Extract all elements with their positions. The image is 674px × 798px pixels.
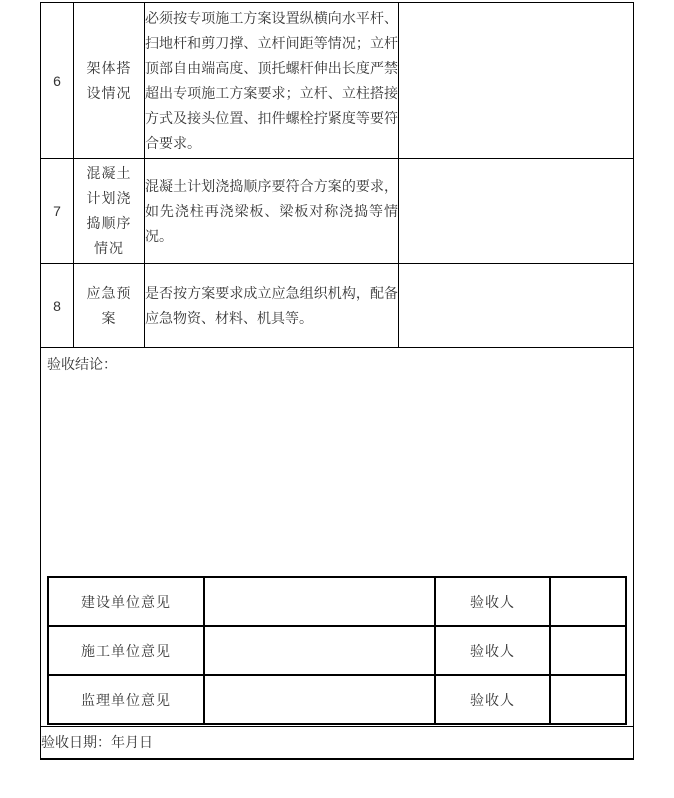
row-number: 8 (41, 264, 74, 348)
inspection-result-cell[interactable] (399, 264, 634, 348)
opinion-content-cell[interactable] (204, 577, 435, 626)
requirement-text: 是否按方案要求成立应急组织机构，配备应急物资、材料、机具等。 (145, 284, 398, 326)
requirement-text: 必须按专项施工方案设置纵横向水平杆、扫地杆和剪刀撑、立杆间距等情况；立杆顶部自由端高度、顶托螺杆伸出长度严禁超出专项施工方案要求；立杆、立柱搭接方式及接头位置、扣件螺栓拧紧度等要符合要求。 (145, 9, 398, 151)
table-row-7 (41, 159, 634, 264)
acceptance-date[interactable]: 验收日期：年月日 (41, 727, 634, 759)
item-name: 架体搭设情况 (86, 59, 132, 101)
opinion-content-cell[interactable] (204, 626, 435, 675)
item-name-cell (74, 3, 145, 159)
item-name: 应急预案 (86, 284, 132, 326)
opinion-row-supervisor (48, 675, 626, 724)
acceptor-label: 验收人 (435, 577, 550, 626)
opinion-row-construction-owner (48, 577, 626, 626)
inspection-result-cell[interactable] (399, 159, 634, 264)
acceptor-label: 验收人 (435, 626, 550, 675)
table-row-8 (41, 264, 634, 348)
row-number: 7 (41, 159, 74, 264)
requirement-cell (145, 264, 399, 348)
table-row-6 (41, 3, 634, 159)
requirement-text: 混凝土计划浇捣顺序要符合方案的要求，如先浇柱再浇梁板、梁板对称浇捣等情况。 (145, 177, 398, 244)
conclusion-cell[interactable] (41, 348, 634, 727)
acceptance-form-table (40, 2, 634, 760)
opinion-label: 施工单位意见 (48, 626, 204, 675)
row-number: 6 (41, 3, 74, 159)
acceptor-signature-cell[interactable] (550, 577, 626, 626)
inspection-result-cell[interactable] (399, 3, 634, 159)
item-name: 混凝土计划浇捣顺序情况 (86, 165, 132, 256)
acceptor-signature-cell[interactable] (550, 626, 626, 675)
opinions-table (47, 576, 627, 725)
date-row (41, 727, 634, 759)
item-name-cell (74, 159, 145, 264)
opinion-row-contractor (48, 626, 626, 675)
conclusion-wrap (41, 348, 633, 725)
opinion-content-cell[interactable] (204, 675, 435, 724)
acceptor-label: 验收人 (435, 675, 550, 724)
item-name-cell (74, 264, 145, 348)
conclusion-row (41, 348, 634, 727)
conclusion-label: 验收结论： (47, 356, 117, 372)
requirement-cell (145, 3, 399, 159)
acceptor-signature-cell[interactable] (550, 675, 626, 724)
opinion-label: 建设单位意见 (48, 577, 204, 626)
requirement-cell (145, 159, 399, 264)
opinion-label: 监理单位意见 (48, 675, 204, 724)
